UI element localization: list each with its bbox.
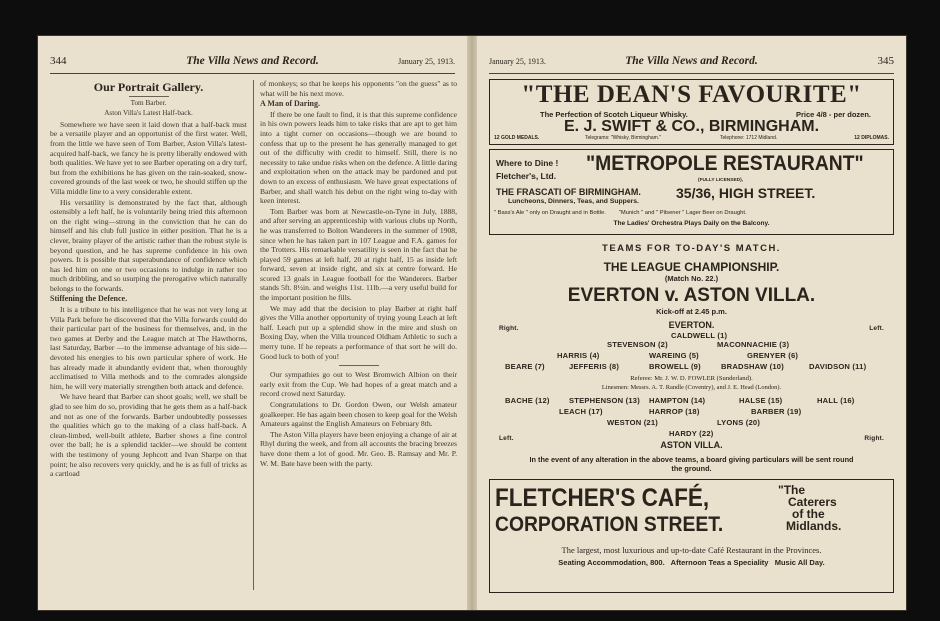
ad-fletchers: Fletcher's, Ltd. bbox=[496, 171, 557, 181]
column-divider bbox=[253, 80, 254, 590]
player: STEVENSON (2) bbox=[607, 340, 668, 349]
ad-meals: Luncheons, Dinners, Teas, and Suppers. bbox=[508, 198, 639, 205]
player: HALL (16) bbox=[817, 396, 855, 405]
alteration-note: In the event of any alteration in the above teams, a board giving particulars will be sent round the ground. bbox=[529, 455, 854, 473]
ad-seating: Seating Accommodation, 800. Afternoon Teas a Speciality Music All Day. bbox=[558, 558, 825, 567]
paragraph: Somewhere we have seen it laid down that a half-back must be a versatile player and an opportunist of the first water. Well, from the little we have seen of Tom Barber, Aston Villa's latest-acquired half-back, we fancy he is pretty liberally endowed with both qualities. We have yet to see Barber operating on a dry turf, but from the exhibitions he has given on the rain-soaked, snow-covered grounds of the last week or two, he should stiffen up the Villa middle line to a very considerable extent. bbox=[50, 119, 247, 196]
right-label: Right. bbox=[499, 325, 519, 332]
left-label: Left. bbox=[499, 435, 514, 442]
player: WESTON (21) bbox=[607, 418, 659, 427]
kickoff-time: Kick-off at 2.45 p.m. bbox=[656, 307, 727, 316]
subheading: A Man of Daring. bbox=[260, 99, 320, 109]
player: LEACH (17) bbox=[559, 407, 603, 416]
ad-orchestra: The Ladies' Orchestra Plays Daily on the Balcony. bbox=[613, 220, 770, 227]
running-title: The Villa News and Record. bbox=[625, 55, 758, 67]
player: BEARE (7) bbox=[505, 362, 545, 371]
team-sheet bbox=[489, 239, 894, 475]
article-name: Tom Barber. bbox=[130, 98, 167, 107]
issue-date: January 25, 1913. bbox=[398, 57, 455, 66]
player: BROWELL (9) bbox=[649, 362, 701, 371]
paragraph: Congratulations to Dr. Gordon Owen, our Welsh amateur goalkeeper. He has again been chosen to keep goal for the Welsh Amateurs against the English Amateurs on February 8th. bbox=[260, 400, 457, 429]
ad-side: "The bbox=[778, 483, 806, 497]
player-goalkeeper: CALDWELL (1) bbox=[671, 331, 728, 340]
ad-frascati: THE FRASCATI OF BIRMINGHAM. bbox=[496, 187, 641, 197]
right-page bbox=[477, 36, 906, 610]
ad-title: FLETCHER'S CAFÉ, bbox=[495, 484, 710, 512]
ad-side: of the bbox=[792, 507, 825, 521]
ad-diplomas: 12 DIPLOMAS. bbox=[854, 135, 889, 141]
right-label: Right. bbox=[864, 435, 884, 442]
player: GRENYER (6) bbox=[747, 351, 799, 360]
page-gutter bbox=[467, 36, 477, 610]
paragraph: His versatility is demonstrated by the fact that, although ostensibly a left half, he is voluntarily being tried this afternoon on the right wing—strong in the conviction that he can do himself and his club full justice in either position. That he is a clever, brainy player of the artistic rather than the robust style is beyond question, and he has supreme confidence in his own powers. It is possible that superabundance of confidence which has led him on one or two occasions to indulge in rather too much dribbling, and so usurping the prerogative which naturally belongs to the forwards. bbox=[50, 197, 247, 293]
ad-street: CORPORATION STREET. bbox=[495, 513, 724, 536]
left-page bbox=[38, 36, 467, 610]
ad-tagline: The Perfection of Scotch Liqueur Whisky. bbox=[540, 110, 688, 119]
player: HAMPTON (14) bbox=[649, 396, 706, 405]
paragraph: We may add that the decision to play Barber at right half gives the Villa another opportunity of trying young Leach at left half. Leach put up a splendid show in the mire and slush on Boxing Day, when the Villa trounced Oldham Athletic to such a merry tune. If he repeats a performance of that sort he will do. Good luck to both of you! bbox=[260, 303, 457, 361]
player: STEPHENSON (13) bbox=[569, 396, 640, 405]
player: LYONS (20) bbox=[717, 418, 761, 427]
player: BARBER (19) bbox=[751, 407, 802, 416]
fixture: EVERTON v. ASTON VILLA. bbox=[567, 285, 816, 306]
away-team-name: ASTON VILLA. bbox=[660, 440, 723, 450]
match-number: (Match No. 22.) bbox=[664, 274, 719, 283]
header-rule bbox=[489, 73, 894, 74]
header-rule bbox=[50, 73, 455, 74]
left-label: Left. bbox=[869, 325, 884, 332]
right-page-header bbox=[489, 55, 894, 73]
paragraph: The Aston Villa players have been enjoying a change of air at Rhyl during the week, and from all accounts the bracing breezes have done them a lot of good. Mr. Geo. B. Ramsay and Mr. P. W. M. Bate have been with the party. bbox=[260, 429, 457, 468]
issue-date: January 25, 1913. bbox=[489, 57, 546, 66]
article-column-1 bbox=[50, 79, 247, 480]
section-rule bbox=[339, 365, 379, 366]
subheading: Stiffening the Defence. bbox=[50, 294, 128, 304]
linesmen: Linesmen: Messrs. A. T. Randle (Coventry), and J. E. Head (London). bbox=[601, 384, 782, 391]
ad-telegrams: Telegrams: "Whisky, Birmingham." bbox=[585, 135, 661, 141]
competition: THE LEAGUE CHAMPIONSHIP. bbox=[603, 260, 780, 274]
home-team-name: EVERTON. bbox=[668, 320, 715, 330]
player: HARROP (18) bbox=[649, 407, 700, 416]
ad-title: "THE DEAN'S FAVOURITE" bbox=[521, 81, 862, 108]
ad-maker: E. J. SWIFT & CO., BIRMINGHAM. bbox=[563, 118, 820, 135]
ad-address: 35/36, HIGH STREET. bbox=[676, 185, 816, 201]
ad-telephone: Telephone: 1712 Midland. bbox=[720, 135, 778, 141]
referee: Referee: Mr. J. W. D. FOWLER (Sunderland). bbox=[630, 375, 753, 382]
ad-title: "METROPOLE RESTAURANT" bbox=[586, 152, 864, 175]
magazine-spread bbox=[38, 36, 906, 610]
ad-medals: 12 GOLD MEDALS. bbox=[494, 135, 540, 141]
player: DAVIDSON (11) bbox=[809, 362, 867, 371]
player: WAREING (5) bbox=[649, 351, 699, 360]
page-number: 344 bbox=[50, 55, 67, 67]
paragraph: We have heard that Barber can shoot goals; well, we shall be glad to see him do so, providing that he gets them as a half-back and not as one of the forwards. Barber undoubtedly possesses the qualities which go to the making of a class half-back. A clean-limbed, well-built athlete, Barber shows a fine control over the ball; he is a splendid tackler—we should be content with the testimony of young Jephcott and Ivan Sharpe on that point; he also recovers very quickly, and he is as full of tricks as a cartload bbox=[50, 392, 247, 479]
ad-licensed: (FULLY LICENSED), bbox=[698, 178, 744, 183]
ad-where-to-dine: Where to Dine ! bbox=[496, 158, 559, 168]
player: HARRIS (4) bbox=[557, 351, 600, 360]
ad-side: Caterers bbox=[788, 495, 837, 509]
player: JEFFERIS (8) bbox=[569, 362, 620, 371]
player: MACONNACHIE (3) bbox=[717, 340, 790, 349]
ad-description: The largest, most luxurious and up-to-date Café Restaurant in the Provinces. bbox=[561, 545, 822, 555]
paragraph: Tom Barber was born at Newcastle-on-Tyne in July, 1888, and after serving an apprenticeship with various clubs up North, he was transferred to Bolton Wanderers in the summer of 1908, since when he has taken part in 107 League and F.A. games for the Trotters. His remarkable versatility is seen in the fact that he played 59 games at left half, 20 at right half, 15 as inside left forward, seven at inside right, and six at centre forward. He scored 13 goals in League football for the Wanderers. Barber stands 5ft. 8½in. and weighs 11st. 11lb.—a very useful build for the important position he fills. bbox=[260, 206, 457, 303]
page-number: 345 bbox=[877, 55, 894, 67]
player: BRADSHAW (10) bbox=[721, 362, 784, 371]
ad-side: Midlands. bbox=[786, 519, 842, 533]
article-column-2 bbox=[260, 79, 457, 469]
metropole-restaurant-ad bbox=[489, 149, 894, 235]
left-page-header bbox=[50, 55, 455, 73]
ad-price: Price 4/8 - per dozen. bbox=[795, 110, 871, 119]
running-title: The Villa News and Record. bbox=[186, 55, 319, 67]
article-subtitle: Aston Villa's Latest Half-back. bbox=[104, 109, 193, 118]
deans-favourite-ad bbox=[489, 79, 894, 145]
player-goalkeeper: HARDY (22) bbox=[669, 429, 714, 438]
paragraph: Our sympathies go out to West Bromwich Albion on their early exit from the Cup. We had hopes of a great match and a record crowd next Saturday. bbox=[260, 370, 457, 399]
paragraph: It is a tribute to his intelligence that he was not very long at Villa Park before he discovered that the Villa forwards could do their particular part of the business for themselves, and, in the two games at Derby and the League match at The Hawthorns, last Saturday, Barber —to the immense advantage of his side— devoted his energies to his own particular sphere of work. He has already made it abundantly evident that, when thoroughly acclimatised to Villa methods and to the comrades alongside him, he will very materially strengthen both attack and defence. bbox=[50, 305, 247, 391]
player: BACHE (12) bbox=[505, 396, 550, 405]
teams-heading: TEAMS FOR TO-DAY'S MATCH. bbox=[602, 243, 781, 254]
ad-beers: " Bass's Ale " only on Draught and in Bottle. "Munich " and " Pilsener " Lager Beer on Draught. bbox=[494, 210, 747, 216]
article-heading: Our Portrait Gallery. bbox=[93, 80, 204, 94]
player: HALSE (15) bbox=[739, 396, 783, 405]
paragraph: of monkeys; so that he keeps his opponents "on the guess" as to what will be his next move. bbox=[260, 79, 457, 98]
heading-rule bbox=[129, 96, 169, 97]
paragraph: If there be one fault to find, it is that this supreme confidence in his own powers leads him to take risks that are apt to get him into a tight corner on occasions—though we are bound to confess that up to the present he has generally managed to get out of the difficulty with credit to himself. Still, there is no necessity to take undue risks when on the defence. A little daring and exploitation when on the attack may be pardoned and put down to an excess of enthusiasm. We have great expectations of Barber, and shall watch his debut on the right wing to-day with keen interest. bbox=[260, 109, 457, 206]
fletchers-cafe-ad bbox=[489, 479, 894, 593]
